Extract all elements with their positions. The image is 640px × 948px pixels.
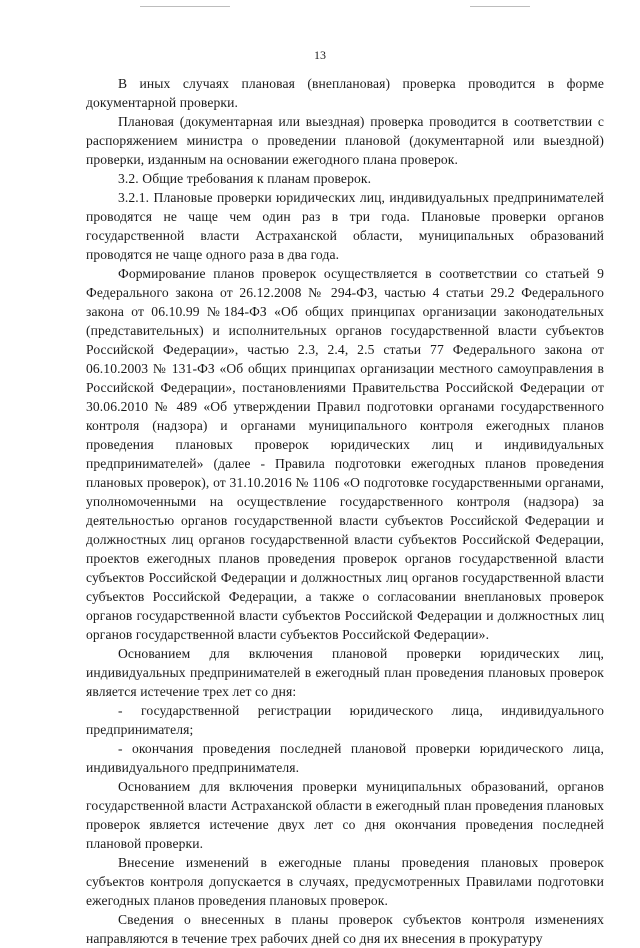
scan-artifact-line	[140, 6, 230, 7]
paragraph: Плановая (документарная или выездная) проверка проводится в соответствии с распоряжением министра о проведении плановой (документарной или выездной) проверки, изданным на основании ежегодного плана проверок.	[86, 114, 604, 167]
list-item: - окончания проведения последней плановой проверки юридического лица, индивидуального предпринимателя.	[86, 741, 604, 775]
paragraph: Сведения о внесенных в планы проверок субъектов контроля изменениях направляются в течение трех рабочих дней со дня их внесения в прокуратуру	[86, 912, 604, 946]
page-number: 13	[314, 48, 326, 62]
scan-artifact-line	[470, 6, 530, 7]
paragraph: В иных случаях плановая (внеплановая) проверка проводится в форме документарной проверки.	[86, 76, 604, 110]
list-item: - государственной регистрации юридического лица, индивидуального предпринимателя;	[86, 703, 604, 737]
paragraph: Внесение изменений в ежегодные планы проведения плановых проверок субъектов контроля допускается в случаях, предусмотренных Правилами подготовки ежегодных планов проведения плановых проверок.	[86, 855, 604, 908]
document-body	[86, 74, 604, 948]
section-heading: 3.2. Общие требования к планам проверок.	[118, 171, 372, 186]
paragraph: Основанием для включения плановой проверки юридических лиц, индивидуальных предпринимателей в ежегодный план проведения плановых проверок является истечение трех лет со дня:	[86, 646, 604, 699]
paragraph: Формирование планов проверок осуществляется в соответствии со статьей 9 Федерального закона от 26.12.2008 № 294-ФЗ, частью 4 статьи 29.2 Федерального закона от 06.10.99 №184-ФЗ «Об общих принципах организации законодательных (представительных) и исполнительных органов государственной власти субъектов Российской Федерации», частью 2.3, 2.4, 2.5 статьи 77 Федерального закона от 06.10.2003 № 131-ФЗ «Об общих принципах организации местного самоуправления в Российской Федерации», постановлениями Правительства Российской Федерации от 30.06.2010 № 489 «Об утверждении Правил подготовки органами государственного контроля (надзора) и органами муниципального контроля ежегодных планов проведения плановых проверок юридических лиц и индивидуальных предпринимателей» (далее - Правила подготовки ежегодных планов проведения плановых проверок), от 31.10.2016 № 1106 «О подготовке государственными органами, уполномоченными на осуществление государственного контроля (надзора) за деятельностью органов государственной власти субъектов Российской Федерации и должностных лиц органов государственной власти субъектов Российской Федерации, проектов ежегодных планов проведения проверок органов государственной власти субъектов Российской Федерации и должностных лиц органов государственной власти субъектов Российской Федерации, а также о согласовании внеплановых проверок органов государственной власти субъектов Российской Федерации и должностных лиц органов государственной власти субъектов Российской Федерации».	[86, 266, 604, 642]
paragraph: 3.2.1. Плановые проверки юридических лиц, индивидуальных предпринимателей проводятся не чаще чем один раз в три года. Плановые проверки органов государственной власти Астраханской области, муниципальных образований проводятся не чаще одного раза в два года.	[86, 190, 604, 262]
paragraph: Основанием для включения проверки муниципальных образований, органов государственной власти Астраханской области в ежегодный план проведения плановых проверок является истечение двух лет со дня окончания проведения последней плановой проверки.	[86, 779, 604, 851]
